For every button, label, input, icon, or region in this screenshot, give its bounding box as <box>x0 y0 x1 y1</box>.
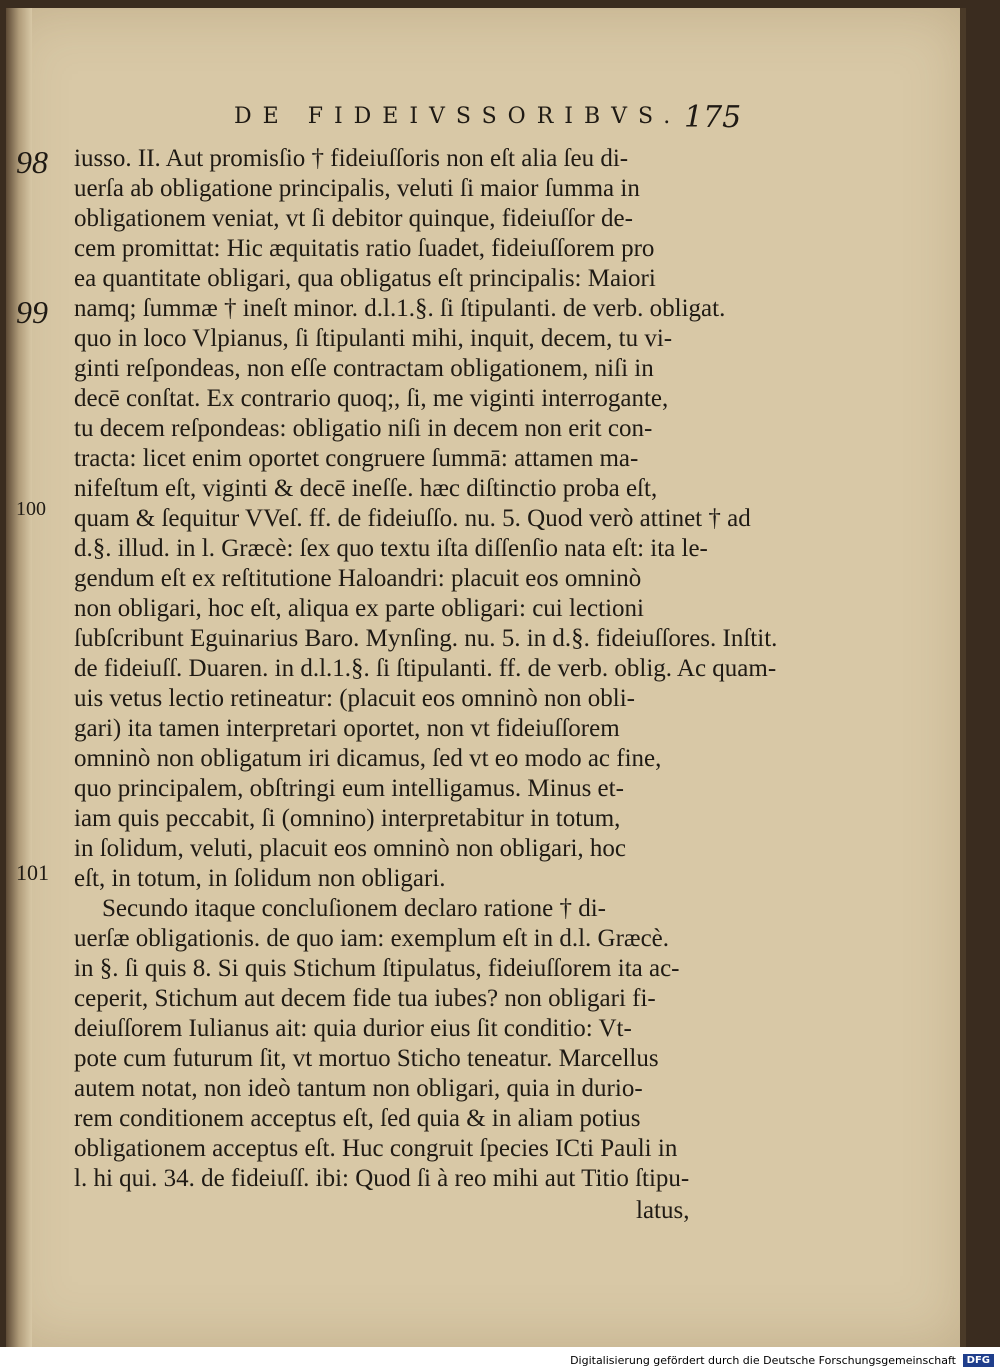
page-number: 175 <box>684 100 742 135</box>
text-line: uerſa ab obligatione principalis, veluti ſi maior ſumma in <box>74 175 640 202</box>
margin-number: 99 <box>16 294 48 330</box>
text-line: rem conditionem acceptus eſt, ſed quia & in aliam potius <box>74 1105 641 1132</box>
text-line: gendum eſt ex reſtitutione Haloandri: placuit eos omninò <box>74 565 642 592</box>
text-line: uis vetus lectio retineatur: (placuit eos omninò non obli- <box>74 685 635 712</box>
text-line: ſubſcribunt Eguinarius Baro. Mynſing. nu. 5. in d.§. fideiuſſores. Inſtit. <box>74 625 778 652</box>
text-line: cem promittat: Hic æquitatis ratio ſuadet, fideiuſſorem pro <box>74 235 655 262</box>
text-line: non obligari, hoc eſt, aliqua ex parte obligari: cui lectioni <box>74 595 644 622</box>
book-page <box>6 8 966 1348</box>
text-line: gari) ita tamen interpretari oportet, non vt fideiuſſorem <box>74 715 620 742</box>
text-line: in ſolidum, veluti, placuit eos omninò non obligari, hoc <box>74 835 627 862</box>
text-line: pote cum futurum ſit, vt mortuo Sticho teneatur. Marcellus <box>74 1045 659 1072</box>
text-line: obligationem veniat, vt ſi debitor quinque, fideiuſſor de- <box>74 205 633 232</box>
margin-number: 101 <box>16 860 49 885</box>
text-line: d.§. illud. in l. Græcè: ſex quo textu iſta diſſenſio nata eſt: ita le- <box>74 535 708 562</box>
text-line: ceperit, Stichum aut decem fide tua iubes? non obligari fi- <box>74 985 656 1012</box>
text-line: quo principalem, obſtringi eum intelligamus. Minus et- <box>74 775 624 802</box>
text-line: tracta: licet enim oportet congruere ſummā: attamen ma- <box>74 445 639 472</box>
text-line: namq; ſummæ † ineſt minor. d.l.1.§. ſi ſtipulanti. de verb. obligat. <box>74 295 726 322</box>
text-line: in §. ſi quis 8. Si quis Stichum ſtipulatus, fideiuſſorem ita ac- <box>74 955 680 982</box>
text-line: de fideiuſſ. Duaren. in d.l.1.§. ſi ſtipulanti. ff. de verb. oblig. Ac quam- <box>74 655 777 682</box>
margin-number: 98 <box>16 144 48 180</box>
text-line: ea quantitate obligari, qua obligatus eſt principalis: Maiori <box>74 265 656 292</box>
text-line: autem notat, non ideò tantum non obligari, quia in durio- <box>74 1075 643 1102</box>
text-line: decē conſtat. Ex contrario quoq;, ſi, me viginti interrogante, <box>74 385 669 412</box>
funding-credit: Digitalisierung gefördert durch die Deutsche Forschungsgemeinschaft <box>570 1354 956 1367</box>
text-line: omninò non obligatum iri dicamus, ſed vt eo modo ac fine, <box>74 745 662 772</box>
text-line: iusso. II. Aut promisſio † fideiuſſoris non eſt alia ſeu di- <box>74 145 629 172</box>
text-line: quo in loco Vlpianus, ſi ſtipulanti mihi, inquit, decem, tu vi- <box>74 325 673 352</box>
text-line: tu decem reſpondeas: obligatio niſi in decem non erit con- <box>74 415 653 442</box>
running-head: DE FIDEIVSSORIBVS. <box>234 104 682 129</box>
text-line: eſt, in totum, in ſolidum non obligari. <box>74 865 446 892</box>
text-line: quam & ſequitur VVeſ. ff. de fideiuſſo. nu. 5. Quod verò attinet † ad <box>74 505 751 532</box>
footer-bar <box>0 1347 1000 1371</box>
text-line: deiuſſorem Iulianus ait: quia durior eius ſit conditio: Vt- <box>74 1015 632 1042</box>
text-line: nifeſtum eſt, viginti & decē ineſſe. hæc diſtinctio proba eſt, <box>74 475 658 502</box>
text-line: ginti reſpondeas, non eſſe contractam obligationem, niſi in <box>74 355 654 382</box>
catchword: latus, <box>636 1197 690 1224</box>
page-gutter <box>6 8 32 1348</box>
text-line: uerſæ obligationis. de quo iam: exemplum eſt in d.l. Græcè. <box>74 925 670 952</box>
page-edge <box>960 8 966 1348</box>
dfg-logo: DFG <box>963 1354 994 1367</box>
text-line: Secundo itaque concluſionem declaro ratione † di- <box>102 895 606 922</box>
margin-number: 100 <box>16 498 46 520</box>
text-line: iam quis peccabit, ſi (omnino) interpretabitur in totum, <box>74 805 621 832</box>
text-line: l. hi qui. 34. de fideiuſſ. ibi: Quod ſi à reo mihi aut Titio ſtipu- <box>74 1165 690 1192</box>
text-line: obligationem acceptus eſt. Huc congruit ſpecies ICti Pauli in <box>74 1135 678 1162</box>
